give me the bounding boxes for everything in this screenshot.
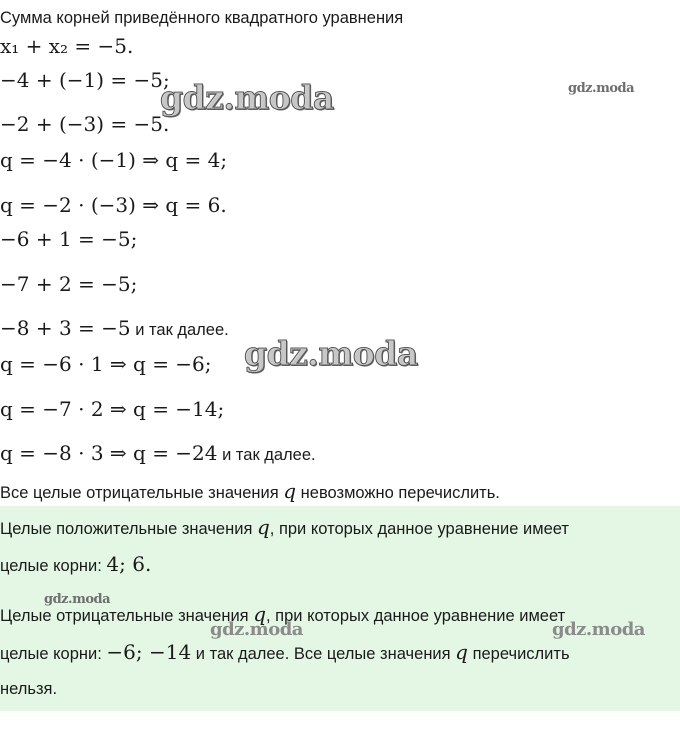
sum-of-roots-line: x₁ + x₂ = −5.	[0, 34, 134, 58]
header-text: Сумма корней приведённого квадратного уравнения	[0, 9, 404, 27]
watermark-logo-6: gdz.moda	[552, 619, 645, 640]
math-line-10	[0, 443, 316, 464]
negatives-note-text-1: Все целые отрицательные значения	[0, 484, 284, 502]
watermark-logo-3: gdz.moda	[244, 334, 418, 373]
answer-positive-line-1	[0, 517, 569, 538]
math-line-6: −7 + 2 = −5;	[0, 272, 138, 296]
answer-negative-text-2: , при которых данное уравнение имеет	[266, 607, 566, 625]
negatives-note-var: q	[283, 479, 297, 503]
answer-negative-roots-values: −6; −14	[106, 640, 192, 664]
math-line-1: −4 + (−1) = −5;	[0, 68, 170, 92]
answer-positive-text-2: , при которых данное уравнение имеет	[269, 520, 569, 538]
math-line-5: −6 + 1 = −5;	[0, 227, 138, 251]
answer-negative-line-3: нельзя.	[0, 680, 58, 698]
negatives-note	[0, 481, 500, 502]
watermark-logo-2: gdz.moda	[568, 81, 635, 96]
watermark-logo-4: gdz.moda	[44, 592, 111, 607]
answer-negative-text-3: и так далее. Все целые значения	[191, 645, 456, 663]
math-line-4: q = −2 · (−3) ⇒ q = 6.	[0, 193, 227, 217]
math-line-10-text: и так далее.	[217, 446, 316, 464]
answer-negative-var: q	[253, 602, 266, 626]
math-line-7-text: и так далее.	[130, 321, 229, 339]
answer-negative-line-2	[0, 642, 570, 663]
answer-positive-text-1: Целые положительные значения	[0, 520, 257, 538]
watermark-logo-1: gdz.moda	[160, 78, 334, 117]
math-line-10-expression: q = −8 · 3 ⇒ q = −24	[0, 441, 218, 465]
answer-negative-text-1: Целые отрицательные значения	[0, 607, 254, 625]
math-line-7	[0, 318, 229, 339]
answer-positive-var: q	[256, 515, 270, 539]
answer-positive-line-2	[0, 554, 151, 575]
answer-negative-text-4: перечислить	[467, 645, 570, 663]
answer-positive-roots-values: 4; 6.	[106, 552, 152, 576]
math-line-7-expression: −8 + 3 = −5	[0, 316, 131, 340]
watermark-logo-5: gdz.moda	[210, 619, 303, 640]
answer-negative-roots-label: целые корни:	[0, 645, 107, 663]
negatives-note-text-2: невозможно перечислить.	[296, 484, 500, 502]
answer-negative-var-2: q	[455, 640, 468, 664]
math-line-9: q = −7 · 2 ⇒ q = −14;	[0, 397, 225, 421]
math-line-2: −2 + (−3) = −5.	[0, 112, 170, 136]
math-line-3: q = −4 · (−1) ⇒ q = 4;	[0, 148, 228, 172]
answer-positive-roots-label: целые корни:	[0, 557, 107, 575]
math-line-8: q = −6 · 1 ⇒ q = −6;	[0, 352, 212, 376]
